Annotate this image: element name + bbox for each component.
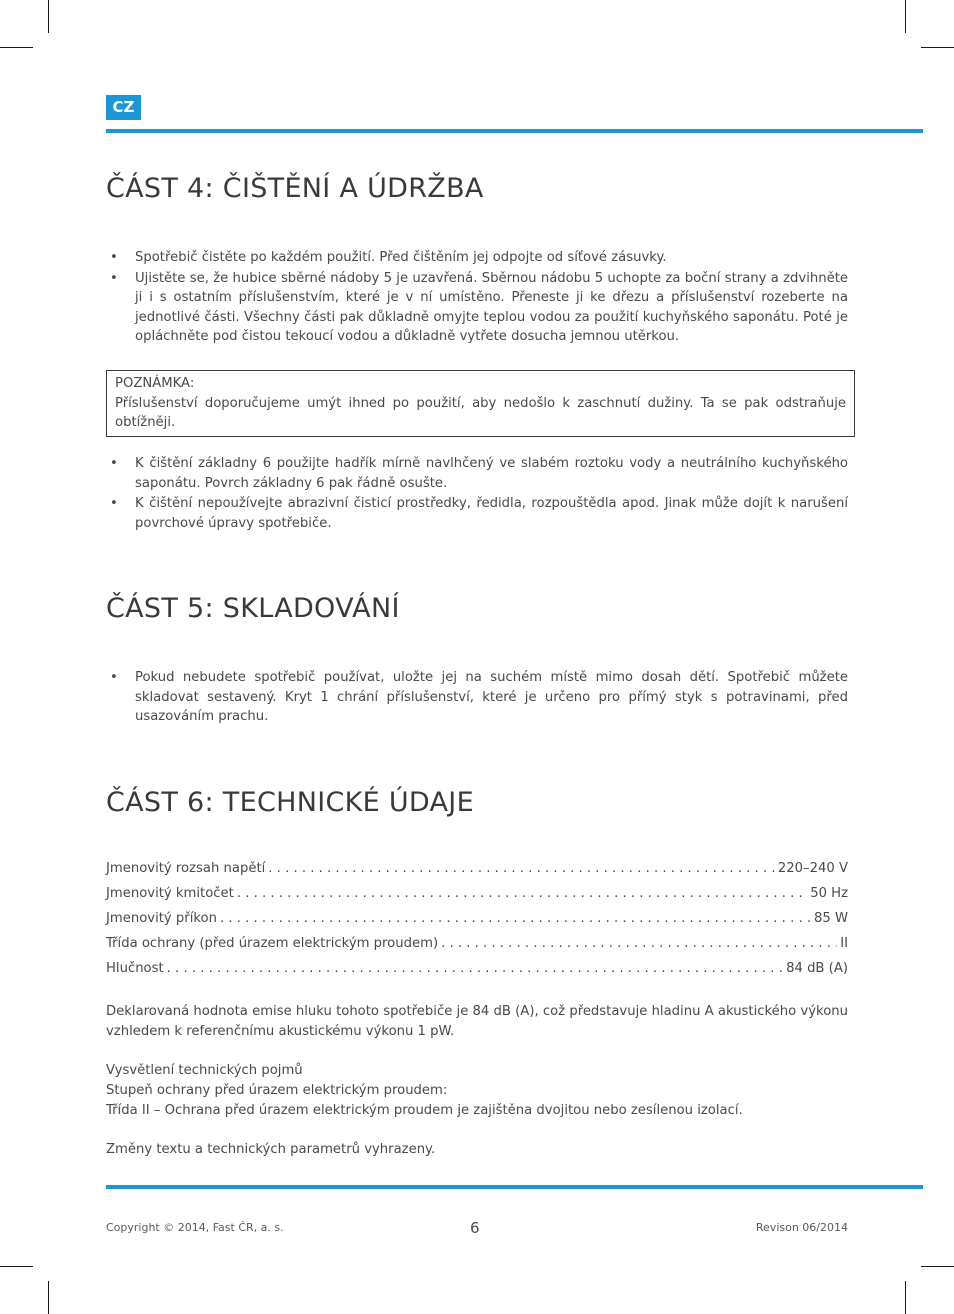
language-badge: CZ: [106, 95, 141, 120]
list-item: • K čištění nepoužívejte abrazivní čisticí prostředky, ředidla, rozpouštědla apod. Jinak může dojít k narušení povrchové úpravy spotřebiče.: [106, 494, 848, 533]
note-text: Příslušenství doporučujeme umýt ihned po použití, aby nedošlo k zaschnutí dužiny. Ta se pak odstraňuje obtížněji.: [115, 395, 846, 430]
note-title: POZNÁMKA:: [115, 376, 195, 391]
spec-row: [106, 861, 848, 886]
spec-value: II: [840, 936, 848, 951]
crop-mark: [0, 1266, 33, 1267]
footer-rule: [106, 1185, 923, 1189]
crop-mark: [905, 0, 906, 33]
section-6-title: ČÁST 6: TECHNICKÉ ÚDAJE: [106, 787, 474, 818]
explain-line-2: Třída II – Ochrana před úrazem elektrickým proudem je zajištěna dvojitou nebo zesílenou izolací.: [106, 1103, 743, 1118]
spec-value: 85 W: [813, 911, 848, 926]
list-item: • Ujistěte se, že hubice sběrné nádoby 5 je uzavřená. Sběrnou nádobu 5 uchopte za boční strany a zdvihněte ji i s ostatním příslušenstvím, které je v ní umístěno. Přeneste ji ke dřezu a příslušenství rozeberte na jednotlivé části. Všechny části pak důkladně omyjte teplou vodou za použití kuchyňského saponátu. Poté je opláchněte pod čistou tekoucí vodou a důkladně vytřete dosucha jemnou utěrkou.: [106, 269, 848, 347]
crop-mark: [905, 1281, 906, 1314]
spec-value: 84 dB (A): [786, 961, 848, 976]
explain-line-1: Stupeň ochrany před úrazem elektrickým proudem:: [106, 1083, 448, 1098]
spec-row: [106, 961, 848, 986]
dot-leader: [220, 911, 811, 926]
revision: Revison 06/2014: [755, 1221, 848, 1234]
crop-mark: [921, 1266, 954, 1267]
dot-leader: [167, 961, 783, 976]
changes-notice: Změny textu a technických parametrů vyhrazeny.: [106, 1142, 436, 1157]
page-number: 6: [470, 1219, 480, 1237]
list-item: • K čištění základny 6 použijte hadřík mírně navlhčený ve slabém roztoku vody a neutrálního kuchyňského saponátu. Povrch základny 6 pak řádně osušte.: [106, 454, 848, 493]
dot-leader: [268, 861, 775, 876]
spec-row: [106, 936, 848, 961]
note-box: [106, 370, 855, 437]
spec-label: Hlučnost: [106, 961, 164, 976]
spec-row: [106, 886, 848, 911]
crop-mark: [48, 0, 49, 33]
spec-value: 220–240 V: [777, 861, 848, 876]
section-5-title: ČÁST 5: SKLADOVÁNÍ: [106, 593, 400, 624]
noise-declaration: Deklarovaná hodnota emise hluku tohoto spotřebiče je 84 dB (A), což představuje hladinu A akustického výkonu vzhledem k referenčnímu akustickému výkonu 1 pW.: [106, 1004, 848, 1039]
header-rule: [106, 129, 923, 133]
spec-label: Jmenovitý kmitočet: [106, 886, 234, 901]
crop-mark: [48, 1281, 49, 1314]
list-item: • Spotřebič čistěte po každém použití. Před čištěním jej odpojte od síťové zásuvky.: [106, 248, 848, 268]
spec-table: [106, 861, 848, 986]
spec-value: 50 Hz: [810, 886, 848, 901]
list-item: • Pokud nebudete spotřebič používat, uložte jej na suchém místě mimo dosah dětí. Spotřebič můžete skladovat sestavený. Kryt 1 chrání příslušenství, které je určeno pro přímý styk s potravinami, před usazováním prachu.: [106, 668, 848, 727]
section-5-bullets: [106, 668, 848, 728]
dot-leader: [441, 936, 837, 951]
crop-mark: [921, 47, 954, 48]
spec-row: [106, 911, 848, 936]
section-4-bullets-a: [106, 248, 848, 348]
spec-label: Jmenovitý příkon: [106, 911, 217, 926]
explain-title: Vysvětlení technických pojmů: [106, 1063, 303, 1078]
section-4-title: ČÁST 4: ČIŠTĚNÍ A ÚDRŽBA: [106, 173, 484, 204]
section-4-bullets-b: [106, 454, 848, 534]
spec-label: Třída ochrany (před úrazem elektrickým proudem): [106, 936, 439, 951]
spec-label: Jmenovitý rozsah napětí: [106, 861, 266, 876]
dot-leader: [237, 886, 807, 901]
crop-mark: [0, 47, 33, 48]
copyright: Copyright © 2014, Fast ČR, a. s.: [106, 1221, 284, 1234]
